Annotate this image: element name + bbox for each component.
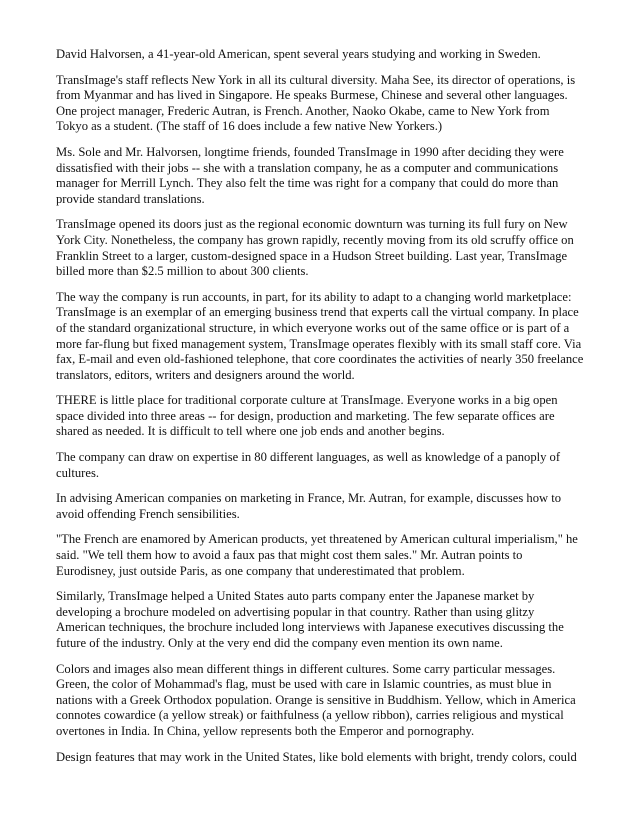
- paragraph: Design features that may work in the United States, like bold elements with bright, trendy colors, could: [56, 749, 577, 764]
- paragraph: The way the company is run accounts, in part, for its ability to adapt to a changing world marketplace: TransImage is an exemplar of an emerging business trend that experts call the virtual company. In place of the standard organizational structure, in which everyone works out of the same office or is part of a more far-flung but fixed management system, TransImage operates flexibly with its small staff core. Via fax, E-mail and even old-fashioned telephone, that core coordinates the activities of nearly 350 freelance translators, editors, writers and designers around the world.: [56, 289, 584, 382]
- paragraph: Similarly, TransImage helped a United States auto parts company enter the Japanese market by developing a brochure modeled on advertising popular in that country. Rather than using glitzy American techniques, the brochure included long interviews with Japanese executives discussing the future of the industry. Only at the very end did the company even mention its own name.: [56, 589, 564, 650]
- paragraph: The company can draw on expertise in 80 different languages, as well as knowledge of a panoply of cultures.: [56, 450, 561, 480]
- paragraph: In advising American companies on marketing in France, Mr. Autran, for example, discusses how to avoid offending French sensibilities.: [56, 491, 562, 521]
- paragraph: Ms. Sole and Mr. Halvorsen, longtime friends, founded TransImage in 1990 after deciding they were dissatisfied with their jobs -- she with a translation company, he as a computer and communications manager for Merrill Lynch. They also felt the time was right for a company that could do more than provide standard translations.: [56, 144, 564, 206]
- paragraph: TransImage opened its doors just as the regional economic downturn was turning its full fury on New York City. Nonetheless, the company has grown rapidly, recently moving from its old scruffy office on Franklin Street to a larger, custom-designed space in a Hudson Street building. Last year, TransImage billed more than $2.5 million to about 300 clients.: [56, 217, 574, 279]
- paragraph: THERE is little place for traditional corporate culture at TransImage. Everyone works in a big open space divided into three areas -- for design, production and marketing. The few separate offices are shared as needed. It is difficult to tell where one job ends and another begins.: [56, 393, 558, 439]
- document-page: [56, 47, 584, 775]
- paragraph: David Halvorsen, a 41-year-old American, spent several years studying and working in Sweden.: [56, 47, 541, 61]
- paragraph: TransImage's staff reflects New York in all its cultural diversity. Maha See, its director of operations, is from Myanmar and has lived in Singapore. He speaks Burmese, Chinese and several other languages. One project manager, Frederic Autran, is French. Another, Naoko Okabe, came to New York from Tokyo as a student. (The staff of 16 does include a few native New Yorkers.): [56, 72, 576, 134]
- paragraph: Colors and images also mean different things in different cultures. Some carry particular messages. Green, the color of Mohammad's flag, must be used with care in Islamic countries, as must blue in nations with a Greek Orthodox population. Orange is sensitive in Buddhism. Yellow, which in America connotes cowardice (a yellow streak) or faithfulness (a yellow ribbon), carries religious and mystical overtones in India. In China, yellow represents both the Emperor and pornography.: [56, 661, 576, 738]
- paragraph: "The French are enamored by American products, yet threatened by American cultural imperialism," he said. "We tell them how to avoid a faux pas that might cost them sales." Mr. Autran points to Eurodisney, just outside Paris, as one company that underestimated that problem.: [56, 532, 578, 578]
